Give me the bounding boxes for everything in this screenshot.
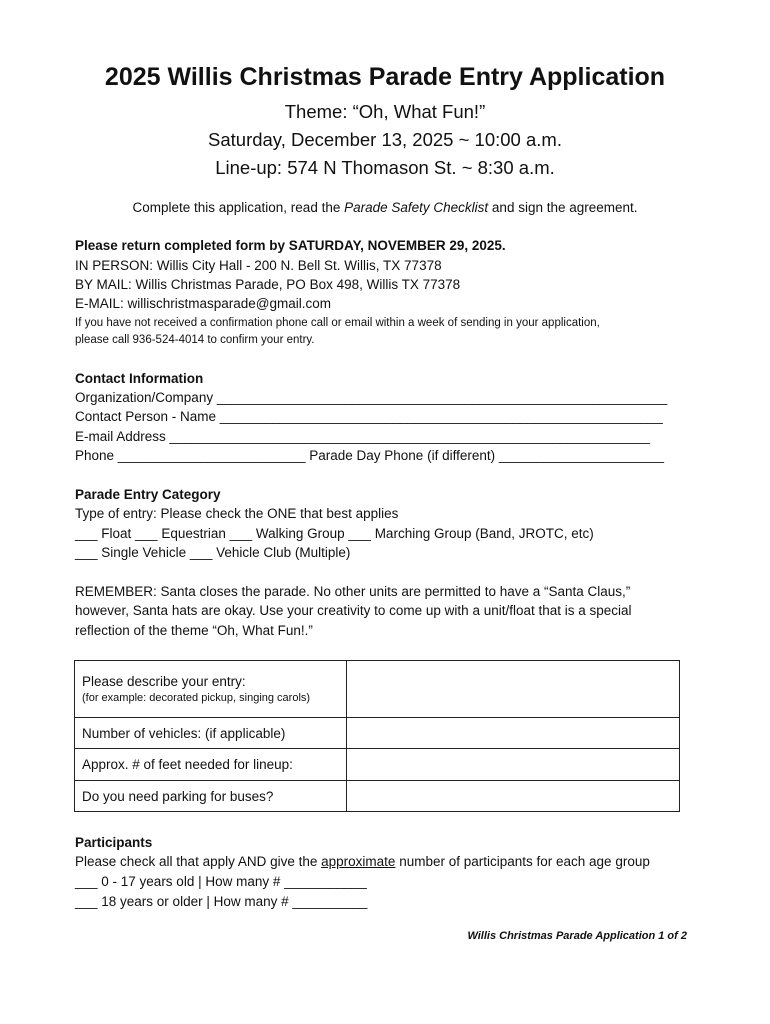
lineup-location: Line-up: 574 N Thomason St. ~ 8:30 a.m. <box>215 157 555 178</box>
participants-instruction-after: number of participants for each age group <box>395 854 650 869</box>
participants-instruction <box>75 854 650 869</box>
parade-theme: Theme: “Oh, What Fun!” <box>284 101 486 122</box>
participants-heading: Participants <box>75 835 153 850</box>
return-email: E-MAIL: willischristmasparade@gmail.com <box>75 296 332 311</box>
bus-parking-label: Do you need parking for buses? <box>75 781 347 812</box>
parade-date-time: Saturday, December 13, 2025 ~ 10:00 a.m. <box>208 129 562 150</box>
age-group-18-plus-field[interactable]: ___ 18 years or older | How many # __________ <box>75 894 368 909</box>
category-options-row2[interactable]: ___ Single Vehicle ___ Vehicle Club (Multiple) <box>75 545 351 560</box>
category-heading: Parade Entry Category <box>75 487 221 502</box>
return-in-person: IN PERSON: Willis City Hall - 200 N. Bell St. Willis, TX 77378 <box>75 258 442 273</box>
lineup-feet-input[interactable] <box>347 749 680 781</box>
phone-fields[interactable]: Phone _________________________ Parade Day Phone (if different) ______________________ <box>75 448 665 463</box>
return-by-mail: BY MAIL: Willis Christmas Parade, PO Box 498, Willis TX 77378 <box>75 277 461 292</box>
bus-parking-input[interactable] <box>347 781 680 812</box>
page-title: 2025 Willis Christmas Parade Entry Application <box>104 63 666 91</box>
intro-text <box>0 200 770 215</box>
describe-entry-text: Please describe your entry: <box>82 674 246 689</box>
describe-entry-example: (for example: decorated pickup, singing carols) <box>82 692 311 704</box>
intro-before: Complete this application, read the <box>132 200 345 215</box>
number-of-vehicles-label: Number of vehicles: (if applicable) <box>75 718 347 749</box>
reminder-line3: reflection of the theme “Oh, What Fun!.” <box>75 623 313 638</box>
table-row <box>75 718 680 749</box>
participants-instruction-before: Please check all that apply AND give the <box>75 854 322 869</box>
contact-person-field[interactable]: Contact Person - Name ___________________________________________________________ <box>75 409 663 424</box>
category-instruction: Type of entry: Please check the ONE that best applies <box>75 506 399 521</box>
age-group-0-17-field[interactable]: ___ 0 - 17 years old | How many # ___________ <box>75 874 367 889</box>
number-of-vehicles-input[interactable] <box>347 718 680 749</box>
safety-checklist-reference: Parade Safety Checklist <box>344 200 489 215</box>
contact-heading: Contact Information <box>75 371 204 386</box>
category-options-row1[interactable]: ___ Float ___ Equestrian ___ Walking Group ___ Marching Group (Band, JROTC, etc) <box>75 526 594 541</box>
table-row <box>75 749 680 781</box>
organization-field[interactable]: Organization/Company ____________________________________________________________ <box>75 390 668 405</box>
confirmation-note-line2: please call 936-524-4014 to confirm your entry. <box>75 334 315 346</box>
return-deadline: Please return completed form by SATURDAY, NOVEMBER 29, 2025. <box>75 238 506 253</box>
reminder-line2: however, Santa hats are okay. Use your creativity to come up with a unit/float that is a special <box>75 603 632 618</box>
email-address-field[interactable]: E-mail Address ________________________________________________________________ <box>75 429 651 444</box>
describe-entry-input[interactable] <box>347 661 680 718</box>
reminder-line1: REMEMBER: Santa closes the parade. No other units are permitted to have a “Santa Claus,” <box>75 584 631 599</box>
page-footer: Willis Christmas Parade Application 1 of 2 <box>467 930 687 942</box>
describe-entry-label <box>75 661 347 718</box>
participants-instruction-underlined: approximate <box>321 854 396 869</box>
table-row <box>75 781 680 812</box>
intro-after: and sign the agreement. <box>488 200 638 215</box>
entry-details-table <box>74 660 680 812</box>
table-row <box>75 661 680 718</box>
confirmation-note-line1: If you have not received a confirmation phone call or email within a week of sending in your application, <box>75 317 600 329</box>
lineup-feet-label: Approx. # of feet needed for lineup: <box>75 749 347 781</box>
